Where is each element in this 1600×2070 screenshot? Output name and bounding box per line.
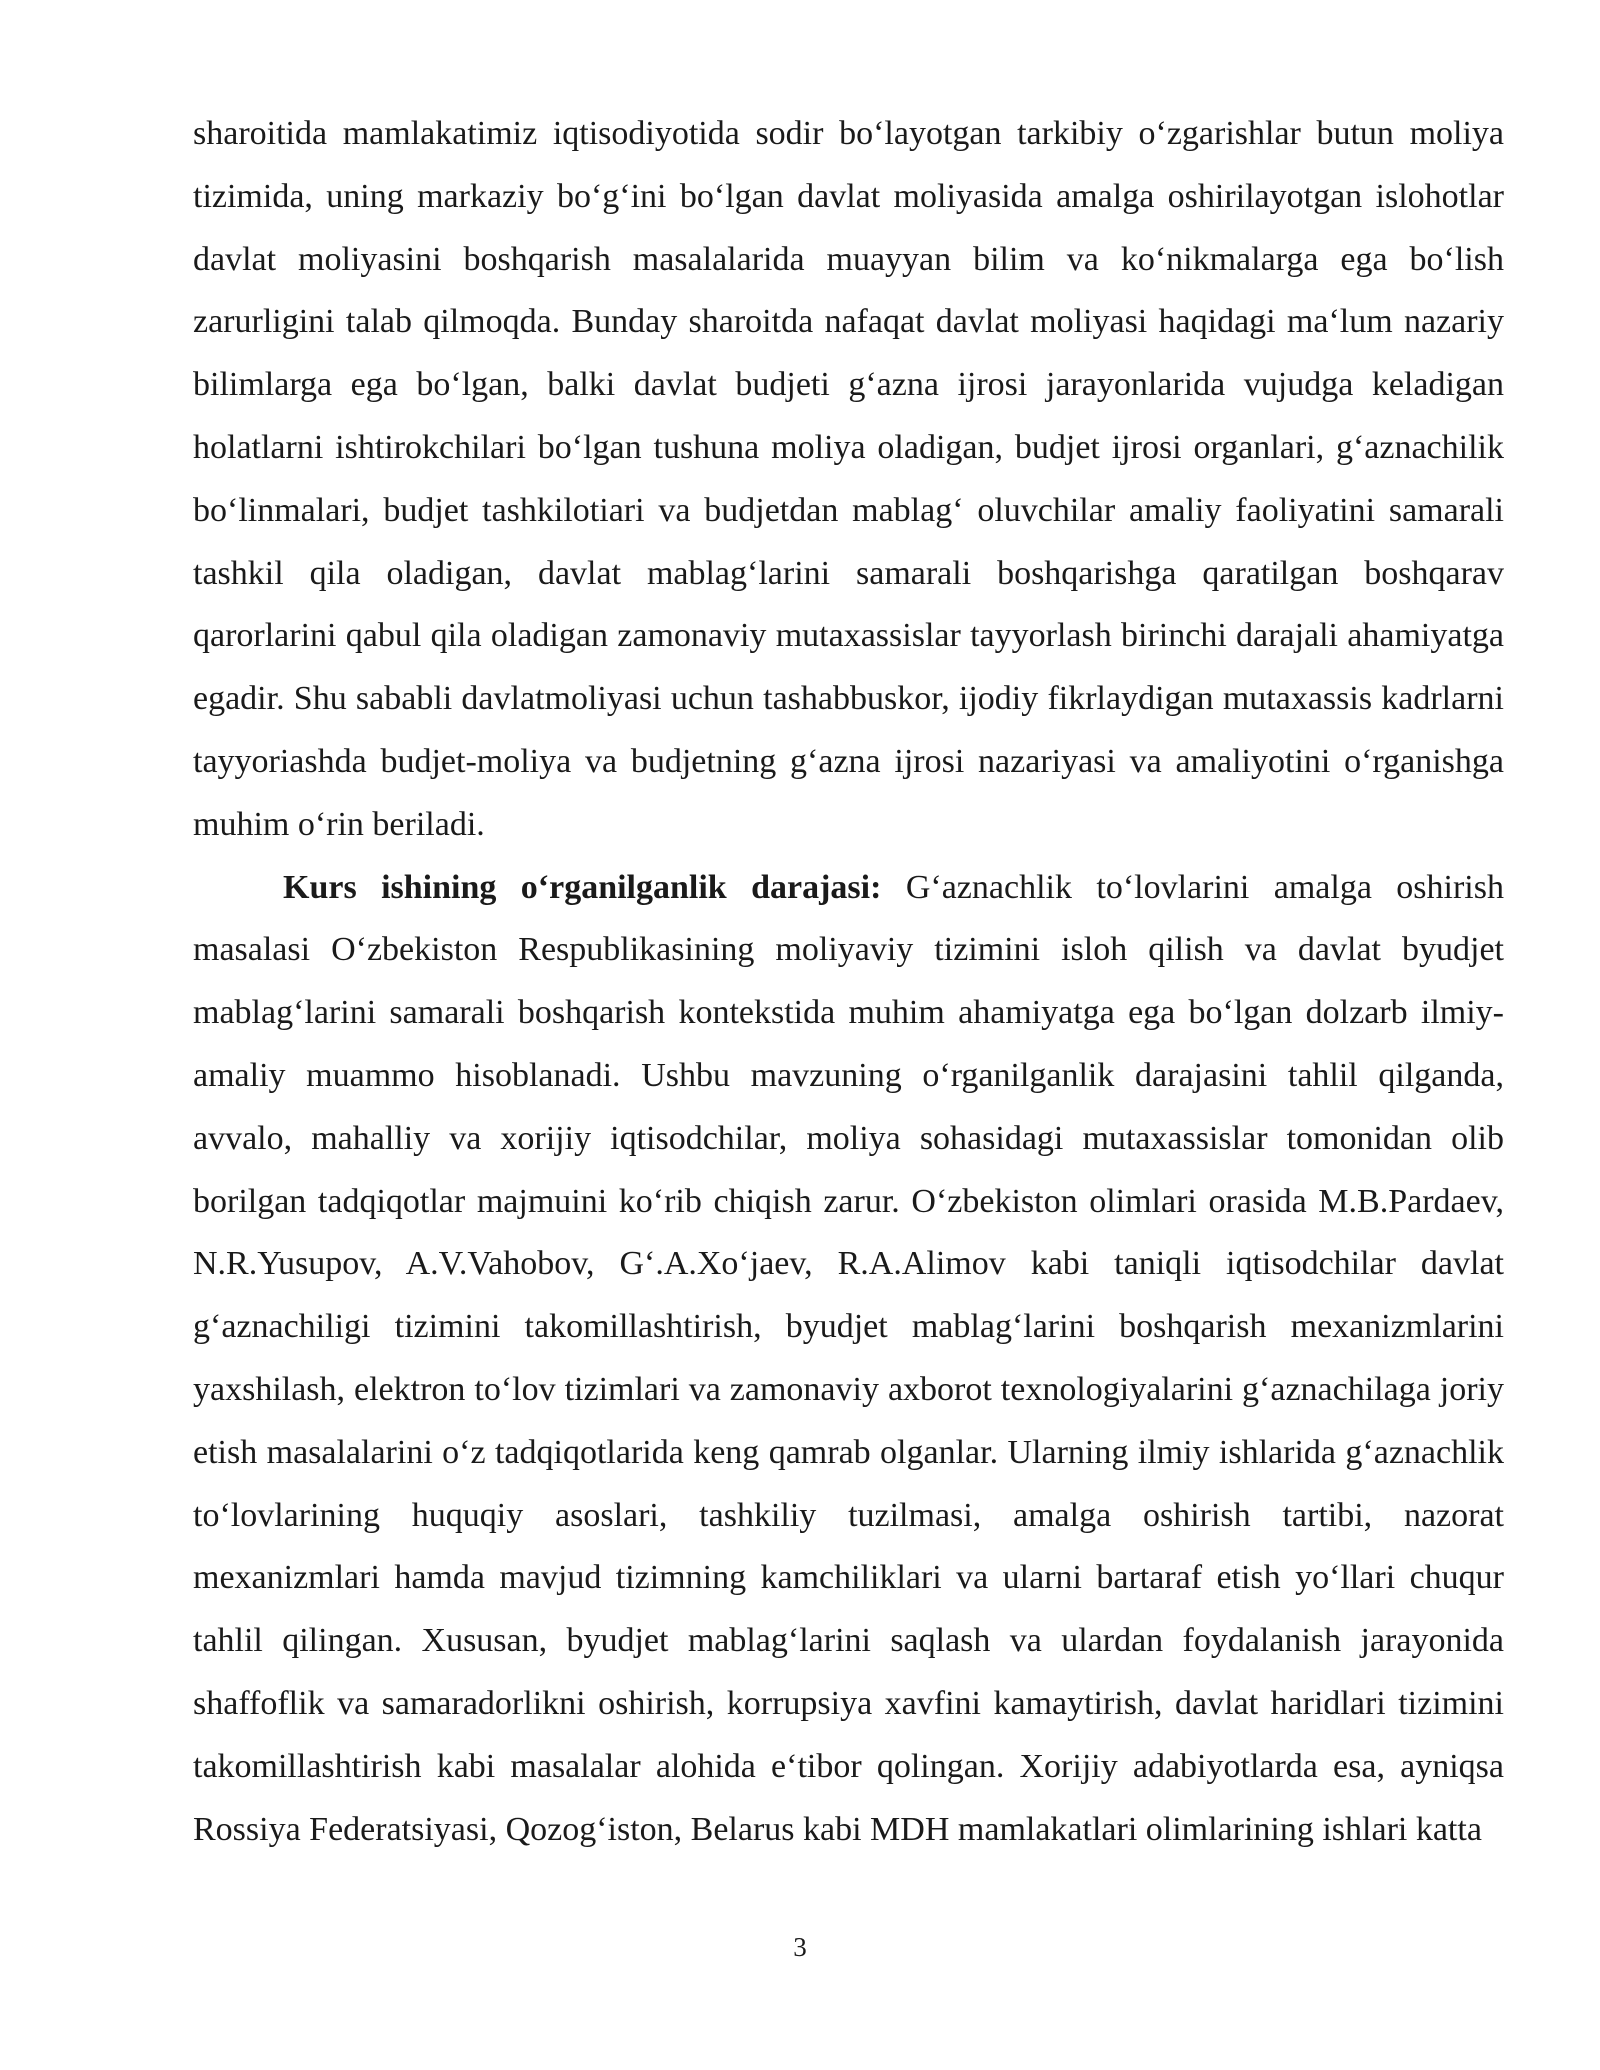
paragraph-context [193, 103, 1504, 857]
paragraph-text: sharoitida mamlakatimiz iqtisodiyotida sodir bo‘layotgan tarkibiy o‘zgarishlar butun moliya tizimida, uning markaziy bo‘g‘ini bo‘lgan davlat moliyasida amalga oshirilayotgan islohotlar davlat moliyasini boshqarish masalalarida muayyan bilim va ko‘nikmalarga ega bo‘lish zarurligini talab qilmoqda. Bunday sharoitda nafaqat davlat moliyasi haqidagi ma‘lum nazariy bilimlarga ega bo‘lgan, balki davlat budjeti g‘azna ijrosi jarayonlarida vujudga keladigan holatlarni ishtirokchilari bo‘lgan tushuna moliya oladigan, budjet ijrosi organlari, g‘aznachilik bo‘linmalari, budjet tashkilotiari va budjetdan mablag‘ oluvchilar amaliy faoliyatini samarali tashkil qila oladigan, davlat mablag‘larini samarali boshqarishga qaratilgan boshqarav qarorlarini qabul qila oladigan zamonaviy mutaxassislar tayyorlash birinchi darajali ahamiyatga egadir. Shu sababli davlatmoliyasi uchun tashabbuskor, ijodiy fikrlaydigan mutaxassis kadrlarni tayyoriashda budjet-moliya va budjetning g‘azna ijrosi nazariyasi va amaliyotini o‘rganishga muhim o‘rin beriladi. [193, 115, 1504, 843]
paragraph-research-level [193, 857, 1504, 1862]
paragraph-text: G‘aznachlik to‘lovlarini amalga oshirish masalasi O‘zbekiston Respublikasining moliyaviy tizimini isloh qilish va davlat byudjet mablag‘larini samarali boshqarish kontekstida muhim ahamiyatga ega bo‘lgan dolzarb ilmiy-amaliy muammo hisoblanadi. Ushbu mavzuning o‘rganilganlik darajasini tahlil qilganda, avvalo, mahalliy va xorijiy iqtisodchilar, moliya sohasidagi mutaxassislar tomonidan olib borilgan tadqiqotlar majmuini ko‘rib chiqish zarur. O‘zbekiston olimlari orasida M.B.Pardaev, N.R.Yusupov, A.V.Vahobov, G‘.A.Xo‘jaev, R.A.Alimov kabi taniqli iqtisodchilar davlat g‘aznachiligi tizimini takomillashtirish, byudjet mablag‘larini boshqarish mexanizmlarini yaxshilash, elektron to‘lov tizimlari va zamonaviy axborot texnologiyalarini g‘aznachilaga joriy etish masalalarini o‘z tadqiqotlarida keng qamrab olganlar. Ularning ilmiy ishlarida g‘aznachlik to‘lovlarining huquqiy asoslari, tashkiliy tuzilmasi, amalga oshirish tartibi, nazorat mexanizmlari hamda mavjud tizimning kamchiliklari va ularni bartaraf etish yo‘llari chuqur tahlil qilingan. Xususan, byudjet mablag‘larini saqlash va ulardan foydalanish jarayonida shaffoflik va samaradorlikni oshirish, korrupsiya xavfini kamaytirish, davlat haridlari tizimini takomillashtirish kabi masalalar alohida e‘tibor qolingan. Xorijiy adabiyotlarda esa, ayniqsa Rossiya Federatsiyasi, Qozog‘iston, Belarus kabi MDH mamlakatlari olimlarining ishlari katta [193, 868, 1504, 1848]
paragraph-heading: Kurs ishining o‘rganilganlik darajasi: [283, 868, 882, 906]
body-text [193, 103, 1504, 1861]
page-number: 3 [793, 1932, 807, 1962]
